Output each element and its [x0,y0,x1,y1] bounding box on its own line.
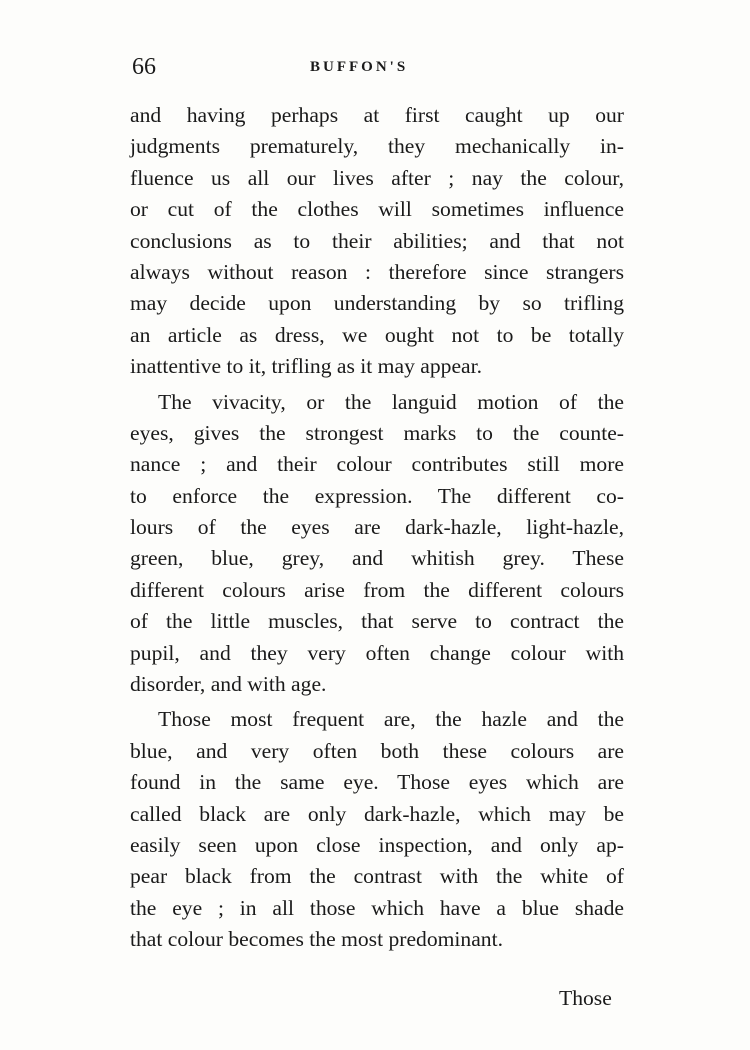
text-line: of the little muscles, that serve to contract the [130,609,624,634]
running-title: BUFFON'S [310,59,409,75]
body-text [130,100,624,956]
text-line: pupil, and they very often change colour with [130,640,624,665]
text-line: blue, and very often both these colours are [130,738,624,763]
text-line: called black are only dark-hazle, which may be [130,801,624,826]
page-number: 66 [132,54,156,80]
running-head [130,52,625,82]
text-line: and having perhaps at first caught up our [130,103,624,127]
text-line: Those most frequent are, the hazle and the [158,707,624,732]
text-line: or cut of the clothes will sometimes influence [130,197,624,222]
paragraph [130,704,624,955]
paragraph [130,387,624,701]
text-line: lours of the eyes are dark-hazle, light-hazle, [130,515,624,540]
text-line: found in the same eye. Those eyes which are [130,770,624,795]
text-line: different colours arise from the different colours [130,577,624,602]
text-line: inattentive to it, trifling as it may appear. [130,354,483,379]
text-line: may decide upon understanding by so trifling [130,291,624,316]
text-line: judgments prematurely, they mechanically in- [130,134,624,159]
text-line: that colour becomes the most predominant. [130,927,503,952]
text-line: the eye ; in all those which have a blue shade [130,895,624,920]
text-line: The vivacity, or the languid motion of the [158,389,624,414]
text-line: pear black from the contrast with the white of [130,864,624,889]
text-line: conclusions as to their abilities; and that not [130,228,624,253]
text-line: to enforce the expression. The different co- [130,483,624,508]
text-line: disorder, and with age. [130,672,327,697]
text-line: easily seen upon close inspection, and only ap- [130,832,624,857]
text-line: green, blue, grey, and whitish grey. These [130,546,624,571]
text-line: fluence us all our lives after ; nay the colour, [130,165,624,190]
text-line: always without reason : therefore since strangers [130,259,624,284]
text-line: eyes, gives the strongest marks to the counte- [130,420,624,445]
text-line: nance ; and their colour contributes still more [130,452,624,477]
text-line: an article as dress, we ought not to be totally [130,322,624,347]
paragraph [130,100,624,383]
catchword: Those [559,986,612,1010]
